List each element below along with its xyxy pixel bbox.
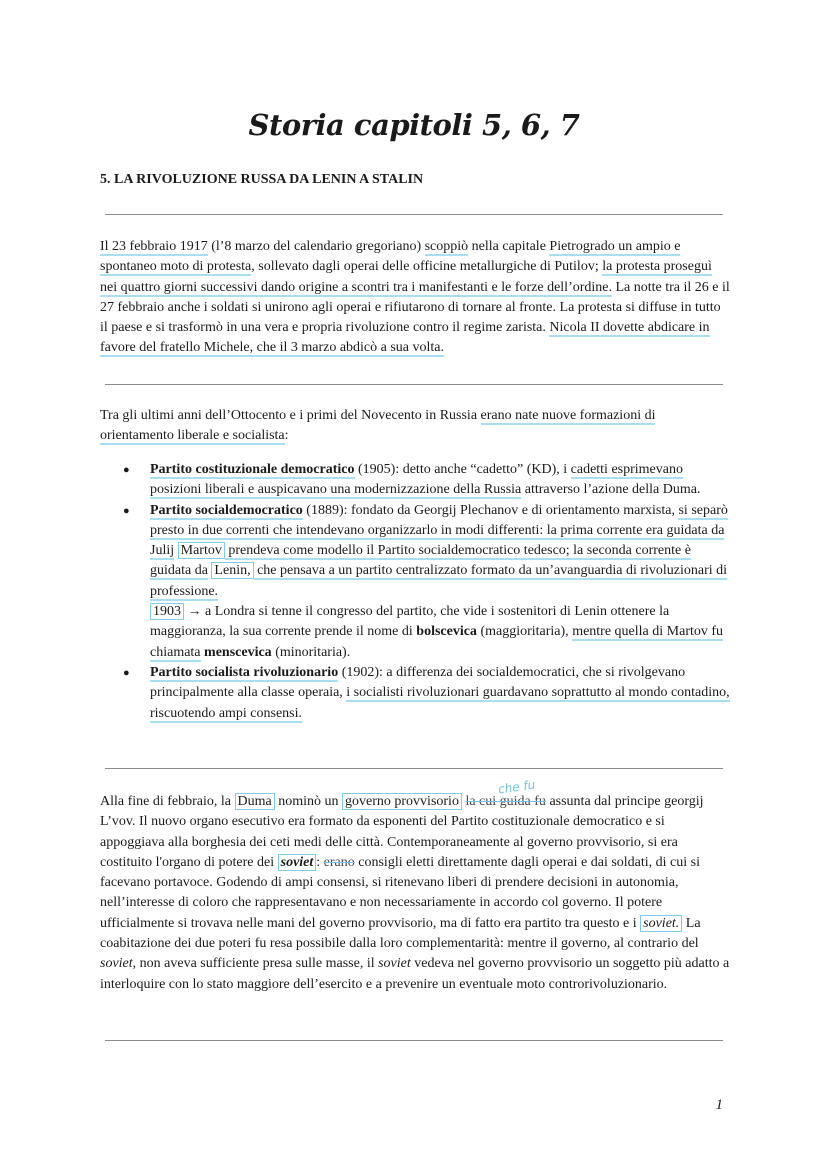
highlight: che pensava a un partito centralizzato formato da un’avanguardia di rivoluzionari di professione.: [150, 563, 728, 599]
text: attraverso l’azione della Duma.: [521, 482, 701, 498]
boxed-year: 1903: [150, 603, 184, 620]
party-name: Partito costituzionale democratico: [150, 462, 355, 477]
highlight: Nicola II dovette abdicare in favore del fratello Michele, che il 3 marzo abdicò a sua volta.: [100, 320, 710, 356]
bullet-icon: ●: [123, 464, 130, 476]
highlight: scoppiò: [424, 239, 469, 254]
boxed-word: Lenin,: [211, 562, 253, 579]
highlight: si separò presto in due correnti che intendevano organizzarlo in modi differenti: la prima corrente era guidata da Julij: [150, 502, 728, 559]
text: La coabitazione dei due poteri fu resa possibile dalla loro complementarità: mentre il governo, al contrario del: [100, 915, 701, 952]
boxed-word: Duma: [235, 793, 275, 810]
highlight: prendeva come modello il Partito socialdemocratico tedesco;: [224, 543, 574, 559]
text: (1902): a differenza dei socialdemocratici, che si rivolgevano principalmente alla classe operaia,: [150, 664, 686, 701]
page-title: Storia capitoli 5, 6, 7: [248, 108, 580, 142]
paragraph-dual-power: [100, 792, 730, 995]
paragraph-political-formations: [100, 406, 730, 447]
list-item-kd: [115, 460, 730, 501]
text: :: [284, 428, 289, 444]
highlight: erano nate nuove formazioni di orientamento liberale e socialista: [100, 408, 656, 444]
divider: [105, 384, 723, 385]
boxed-word: soviet: [278, 854, 317, 871]
divider: [105, 768, 723, 769]
text: (minoritaria).: [271, 644, 351, 660]
text: La notte tra il 26 e il 27 febbraio anche i soldati si unirono agli operai e rifiutarono di tornare al fronte. La protesta si diffuse in tutto il paese e si trasformò in una vera e propria rivoluzione contro il regime zarista.: [100, 279, 730, 336]
divider: [105, 1040, 723, 1041]
list-item-socialist-revolutionary: [115, 663, 730, 724]
text: , sollevato dagli operai delle officine metallurgiche di Putilov;: [251, 259, 603, 275]
party-list: [115, 460, 730, 724]
text: nella capitale: [468, 239, 550, 254]
italic-term: soviet: [100, 956, 133, 972]
bold-term: menscevica: [204, 644, 272, 660]
highlight: cadetti esprimevano posizioni liberali e auspicavano una modernizzazione della Russia: [150, 462, 683, 498]
text: (l’8 marzo del calendario gregoriano): [207, 239, 425, 254]
text: (maggioritaria),: [476, 624, 573, 640]
highlight: la seconda corrente è guidata da: [150, 543, 691, 579]
party-name: Partito socialdemocratico: [150, 502, 303, 518]
bullet-icon: ●: [123, 666, 130, 679]
text: :: [316, 854, 324, 870]
text: Alla fine di febbraio, la: [100, 794, 235, 809]
section-heading: 5. LA RIVOLUZIONE RUSSA DA LENIN A STALIN: [100, 172, 424, 187]
text: (1905): detto anche “cadetto” (KD), i: [354, 462, 571, 477]
text: vedeva nel governo provvisorio un soggetto più adatto a interloquire con lo stato maggiore dell’esercito e a prevenire un eventuale moto controrivoluzionario.: [100, 956, 730, 992]
divider: [105, 214, 723, 215]
boxed-word: soviet.: [640, 915, 682, 932]
text: → a Londra si tenne il congresso del partito, che vide i sostenitori di Lenin ottenere la maggioranza, la sua corrente prende il nome di: [150, 604, 670, 640]
text: Tra gli ultimi anni dell’Ottocento e i primi del Novecento in Russia: [100, 408, 481, 423]
bold-term: bolscevica: [416, 624, 477, 640]
boxed-word: Martov: [178, 542, 225, 559]
page-number: 1: [715, 1097, 723, 1113]
party-name: Partito socialista rivoluzionario: [150, 664, 339, 680]
text: consigli eletti direttamente dagli operai e dai soldati, di cui si facevano portavoce. Godendo di ampi consensi, si ritenevano liberi di prendere decisioni in autonomia, nell’interesse di coloro che rappresentavano e non necessariamente in accordo col governo. Il potere ufficialmente si trovava nelle mani del governo provvisorio, ma di fatto era partito tra questo e i: [100, 854, 701, 931]
text: nominò un: [274, 794, 343, 809]
paragraph-february-revolution: [100, 237, 730, 359]
struck-text: la cui guida fu: [465, 794, 546, 809]
highlight: la protesta proseguì nei quattro giorni successivi dando origine a scontri tra i manifestanti e le forze dell’ordine.: [100, 259, 712, 295]
struck-text: erano: [323, 854, 355, 870]
highlight: Il 23 febbraio 1917: [100, 239, 208, 254]
highlight: i socialisti rivoluzionari guardavano soprattutto al mondo contadino, riscuotendo ampi consensi.: [150, 685, 730, 721]
bullet-icon: ●: [123, 504, 130, 517]
text: assunta dal principe georgij L’vov. Il nuovo organo esecutivo era formato da esponenti del Partito costituzionale democratico e si appoggiava alla borghesia dei ceti medi delle città. Contemporaneamente al governo provvisorio, si era costituito l'organo di potere dei: [100, 794, 704, 870]
text: , non aveva sufficiente presa sulle masse, il: [132, 956, 379, 972]
text: (1889): fondato da Georgij Plechanov e di orientamento marxista,: [302, 502, 679, 518]
list-item-socialdemocratic: [115, 501, 730, 663]
handwritten-note: che fu: [497, 777, 537, 797]
highlight: Pietrogrado un ampio e spontaneo moto di protesta: [100, 239, 681, 275]
highlight: mentre quella di Martov fu chiamata: [150, 624, 724, 660]
boxed-word: governo provvisorio: [342, 793, 462, 810]
italic-term: soviet: [378, 956, 411, 972]
